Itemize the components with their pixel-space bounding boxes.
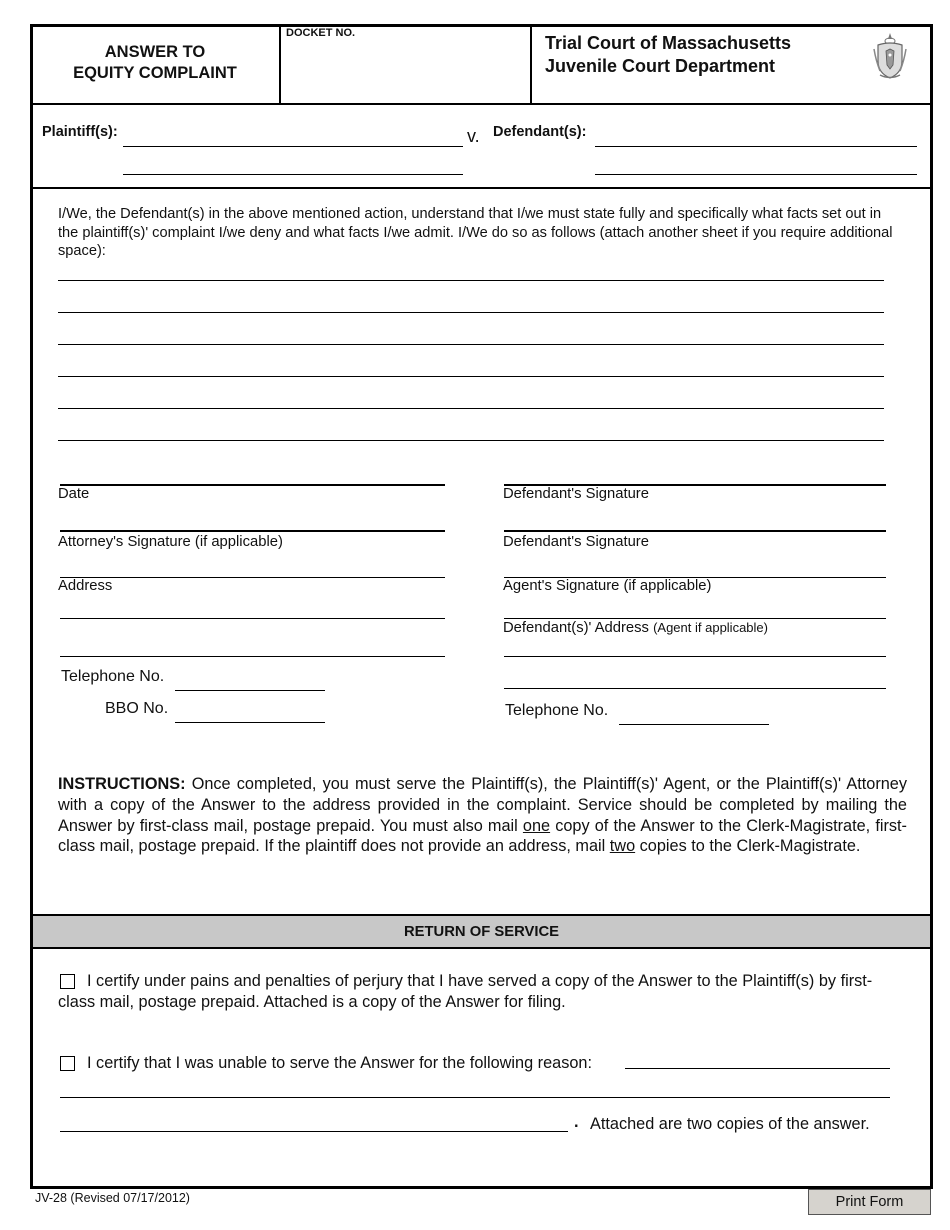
- telephone-field-left[interactable]: [175, 690, 325, 691]
- unable-to-serve-text: I certify that I was unable to serve the Answer for the following reason:: [87, 1054, 592, 1072]
- date-label: Date: [58, 486, 90, 502]
- attorney-signature-field[interactable]: [60, 530, 445, 532]
- telephone-label-left: Telephone No.: [61, 668, 165, 685]
- header-bottom-border: [30, 103, 933, 105]
- answer-line[interactable]: [58, 312, 884, 313]
- instructions-heading: INSTRUCTIONS:: [58, 775, 186, 793]
- defendant-address-label: [503, 620, 768, 636]
- return-of-service-header: [33, 914, 930, 949]
- form-frame: [30, 24, 933, 1189]
- instructions-part1: Once completed, you must serve the Plaintiff(s), the Plaintiff(s)' Agent, or the Plaintiff(s)' Attorney with a copy of the Answer to the address provided in the complaint. Service should be completed by mailing the Answer by first-class mail, postage prepaid. You must also mail: [58, 775, 907, 835]
- print-form-button[interactable]: [808, 1189, 931, 1215]
- defendant-field-1[interactable]: [595, 146, 917, 147]
- return-of-service-title: RETURN OF SERVICE: [403, 923, 560, 940]
- defendant-signature-field-2[interactable]: [504, 530, 886, 532]
- plaintiff-field-1[interactable]: [123, 146, 463, 147]
- address-field-2[interactable]: [60, 618, 445, 619]
- answer-line[interactable]: [58, 280, 884, 281]
- court-title-line2: Juvenile Court Department: [545, 56, 776, 76]
- instructions-two: two: [609, 837, 636, 856]
- telephone-label-right: Telephone No.: [505, 702, 609, 719]
- answer-line[interactable]: [58, 440, 884, 441]
- attached-copies-text: Attached are two copies of the answer.: [590, 1115, 870, 1133]
- reason-period: .: [574, 1113, 579, 1131]
- instructions-part3: copies to the Clerk-Magistrate.: [635, 837, 861, 856]
- header-divider-2: [530, 24, 532, 104]
- bbo-label: BBO No.: [105, 700, 169, 717]
- attorney-signature-label: Attorney's Signature (if applicable): [58, 534, 283, 550]
- answer-line[interactable]: [58, 376, 884, 377]
- defendant-label: Defendant(s):: [493, 124, 587, 140]
- instructions-one: one: [522, 816, 551, 835]
- court-title-line1: Trial Court of Massachusetts: [545, 33, 792, 53]
- defendant-address-field-1[interactable]: [504, 656, 886, 657]
- form-title: [30, 42, 280, 84]
- telephone-field-right[interactable]: [619, 724, 769, 725]
- unable-to-serve-checkbox[interactable]: [60, 1056, 75, 1071]
- reason-field-3[interactable]: [60, 1131, 568, 1132]
- address-field-3[interactable]: [60, 656, 445, 657]
- agent-signature-label: Agent's Signature (if applicable): [503, 578, 712, 594]
- docket-number-field[interactable]: [282, 42, 528, 100]
- docket-label: DOCKET NO.: [286, 27, 356, 39]
- form-id: JV-28 (Revised 07/17/2012): [35, 1191, 190, 1205]
- versus-label: v.: [467, 126, 480, 146]
- print-form-button-label: Print Form: [835, 1194, 904, 1210]
- instructions-text: [58, 774, 907, 857]
- address-field-1[interactable]: [60, 577, 445, 578]
- answer-line[interactable]: [58, 408, 884, 409]
- defendant-signature-label-2: Defendant's Signature: [503, 534, 649, 550]
- massachusetts-seal-icon: [872, 31, 908, 81]
- served-certification-text: I certify under pains and penalties of perjury that I have served a copy of the Answer to the Plaintiff(s) by first-class mail, postage prepaid. Attached is a copy of the Answer for filing.: [58, 972, 873, 1011]
- defendant-signature-label-1: Defendant's Signature: [503, 486, 649, 502]
- address-label: Address: [58, 578, 113, 594]
- bbo-field[interactable]: [175, 722, 325, 723]
- date-field[interactable]: [60, 484, 445, 486]
- defendant-field-2[interactable]: [595, 174, 917, 175]
- parties-bottom-border: [30, 187, 933, 189]
- defendant-address-label-sub: (Agent if applicable): [653, 620, 768, 635]
- reason-field-2[interactable]: [60, 1097, 890, 1098]
- statement-text: I/We, the Defendant(s) in the above mentioned action, understand that I/we must state fully and specifically what facts set out in the plaintiff(s)' complaint I/we deny and what facts I/we admit. I/We do so as follows (attach another sheet if you require additional space):: [58, 206, 893, 259]
- defendant-address-field-2[interactable]: [504, 688, 886, 689]
- court-title: [545, 32, 791, 78]
- form-title-line2: EQUITY COMPLAINT: [73, 64, 237, 82]
- answer-line[interactable]: [58, 344, 884, 345]
- defendant-address-top-line[interactable]: [504, 618, 886, 619]
- defendant-address-label-main: Defendant(s)' Address: [503, 620, 649, 636]
- plaintiff-label: Plaintiff(s):: [42, 124, 118, 140]
- form-title-line1: ANSWER TO: [104, 43, 206, 61]
- plaintiff-field-2[interactable]: [123, 174, 463, 175]
- instructions-part2: copy of the Answer to the Clerk-Magistrate, first-class mail, postage prepaid. If the plaintiff does not provide an address, mail: [58, 816, 907, 856]
- reason-field-1[interactable]: [625, 1068, 890, 1069]
